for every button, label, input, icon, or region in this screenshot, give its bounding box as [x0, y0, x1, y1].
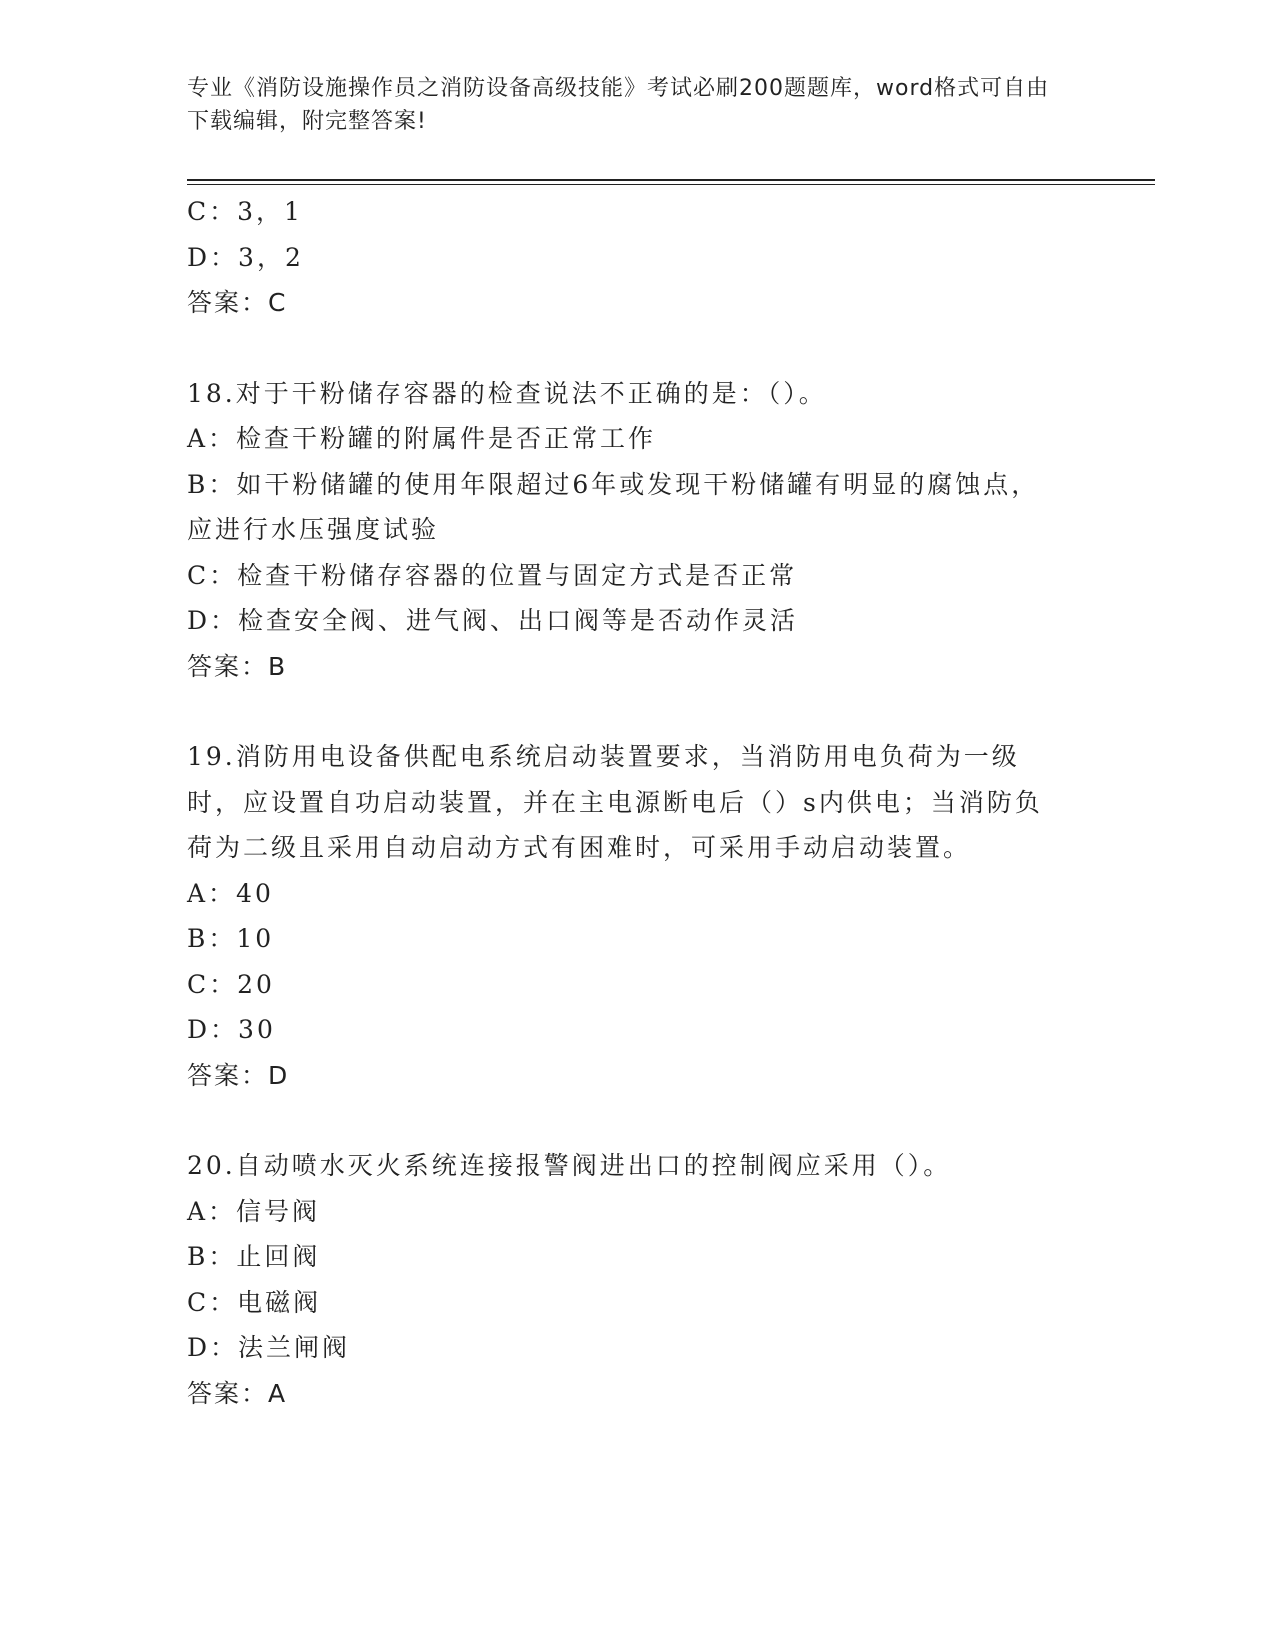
option-c: C：20: [187, 969, 275, 999]
answer: 答案：D: [187, 1060, 290, 1090]
option-b: B：如干粉储罐的使用年限超过6年或发现干粉储罐有明显的腐蚀点，应进行水压强度试验: [187, 469, 1040, 544]
question-stem: 18.对于干粉储存容器的检查说法不正确的是：（）。: [187, 378, 827, 408]
question-18: [187, 371, 1087, 690]
option-d: D：检查安全阀、进气阀、出口阀等是否动作灵活: [187, 606, 799, 635]
option-a: A：检查干粉罐的附属件是否正常工作: [187, 424, 657, 453]
header-rule-thin: [187, 184, 1155, 185]
option-c: C：3，1: [187, 197, 303, 226]
answer: 答案：C: [187, 288, 288, 317]
option-b: B：10: [187, 924, 275, 953]
document-header: 专业《消防设施操作员之消防设备高级技能》考试必刷200题题库，word格式可自由下载编辑，附完整答案!: [187, 76, 1050, 134]
question-stem: 19.消防用电设备供配电系统启动装置要求，当消防用电负荷为一级时，应设置自功启动装置，并在主电源断电后（）s内供电；当消防负荷为二级且采用自动启动方式有困难时，可采用手动启动装置。: [187, 742, 1043, 862]
option-d: D：法兰闸阀: [187, 1333, 351, 1362]
answer: 答案：B: [187, 651, 288, 681]
option-c: C：检查干粉储存容器的位置与固定方式是否正常: [187, 560, 798, 590]
option-d: D：30: [187, 1015, 276, 1044]
question-19: [187, 734, 1087, 1098]
option-a: A：信号阀: [187, 1196, 321, 1226]
header-rule-thick: [187, 179, 1155, 181]
question-17-tail: [187, 189, 1087, 326]
option-c: C：电磁阀: [187, 1287, 322, 1317]
question-stem: 20.自动喷水灭火系统连接报警阀进出口的控制阀应采用（）。: [187, 1151, 952, 1180]
question-content: [187, 189, 1087, 1416]
option-b: B：止回阀: [187, 1242, 321, 1271]
option-d: D：3，2: [187, 242, 304, 272]
option-a: A：40: [187, 878, 274, 908]
question-20: [187, 1143, 1087, 1416]
answer: 答案：A: [187, 1378, 288, 1408]
